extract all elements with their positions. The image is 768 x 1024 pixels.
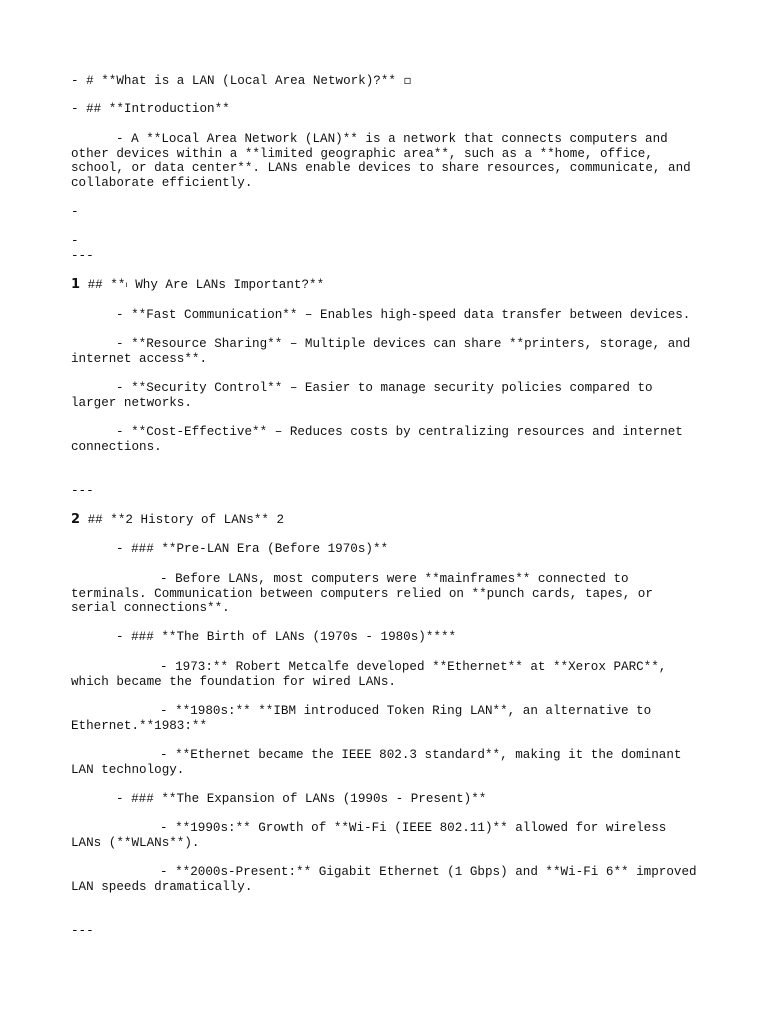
horizontal-rule-2: --- (71, 484, 94, 498)
birth-1980s-line-2: Ethernet.**1983:** (71, 718, 208, 733)
intro-paragraph-line-3: school, or data center**. LANs enable devices to share resources, communicate, and (71, 161, 691, 175)
birth-1980s-line-1: - **1980s:** **IBM introduced Token Ring LAN**, an alternative to (160, 704, 652, 718)
expansion-1990s-line-1: - **1990s:** Growth of **Wi-Fi (IEEE 802.11)** allowed for wireless (160, 821, 667, 835)
birth-heading: - ### **The Birth of LANs (1970s - 1980s)**** (116, 630, 457, 644)
empty-bullet-1: - (71, 205, 79, 219)
why-bullet-fast-communication: - **Fast Communication** – Enables high-speed data transfer between devices. (116, 308, 691, 322)
number-two-glyph: 2 (71, 512, 81, 527)
pre-lan-paragraph-1: - Before LANs, most computers were **mainframes** connected to (160, 572, 629, 586)
pre-lan-paragraph-3: serial connections**. (71, 601, 230, 615)
history-heading (71, 513, 284, 528)
why-bullet-cost-1: - **Cost-Effective** – Reduces costs by centralizing resources and internet (116, 425, 683, 439)
birth-ethernet-line-2: LAN technology. (71, 762, 185, 777)
expansion-heading: - ### **The Expansion of LANs (1990s - Present)** (116, 792, 487, 806)
birth-ethernet-line-1: - **Ethernet became the IEEE 802.3 standard**, making it the dominant (160, 748, 682, 762)
why-bullet-cost-2: connections. (71, 439, 162, 454)
horizontal-rule-3: --- (71, 924, 94, 938)
why-bullet-resource-sharing-1: - **Resource Sharing** – Multiple devices can share **printers, storage, and (116, 337, 691, 351)
pre-lan-heading: - ### **Pre-LAN Era (Before 1970s)** (116, 542, 389, 556)
intro-paragraph-line-2: other devices within a **limited geographic area**, such as a **home, office, (71, 146, 653, 161)
why-heading (71, 278, 324, 293)
birth-1973-line-2: which became the foundation for wired LANs. (71, 674, 396, 689)
horizontal-rule-1: --- (71, 249, 94, 263)
pre-lan-paragraph-2: terminals. Communication between computers relied on **punch cards, tapes, or (71, 586, 653, 601)
number-one-glyph: 1 (71, 277, 81, 292)
expansion-1990s-line-2: LANs (**WLANs**). (71, 835, 200, 850)
why-bullet-security-2: larger networks. (71, 395, 192, 410)
why-heading-text: Why Are LANs Important?** (127, 278, 325, 292)
intro-heading: - ## **Introduction** (71, 102, 230, 116)
empty-bullet-2: - (71, 234, 79, 248)
doc-title-line (71, 73, 412, 89)
why-bullet-security-1: - **Security Control** – Easier to manage security policies compared to (116, 381, 653, 395)
birth-1973-line-1: - 1973:** Robert Metcalfe developed **Ethernet** at **Xerox PARC**, (160, 660, 667, 674)
intro-paragraph-line-4: collaborate efficiently. (71, 175, 253, 190)
history-heading-text: ## **2 History of LANs** 2 (80, 513, 285, 527)
why-bullet-resource-sharing-2: internet access**. (71, 351, 208, 366)
expansion-2000s-line-1: - **2000s-Present:** Gigabit Ethernet (1 Gbps) and **Wi-Fi 6** improved (160, 865, 697, 879)
box-glyph-icon: ▫ (403, 73, 412, 87)
why-heading-prefix: ## ** (80, 278, 126, 292)
small-glyph: ı (125, 280, 128, 289)
doc-title: - # **What is a LAN (Local Area Network)?** (71, 74, 404, 88)
intro-paragraph-line-1: - A **Local Area Network (LAN)** is a network that connects computers and (116, 132, 668, 146)
expansion-2000s-line-2: LAN speeds dramatically. (71, 879, 253, 894)
